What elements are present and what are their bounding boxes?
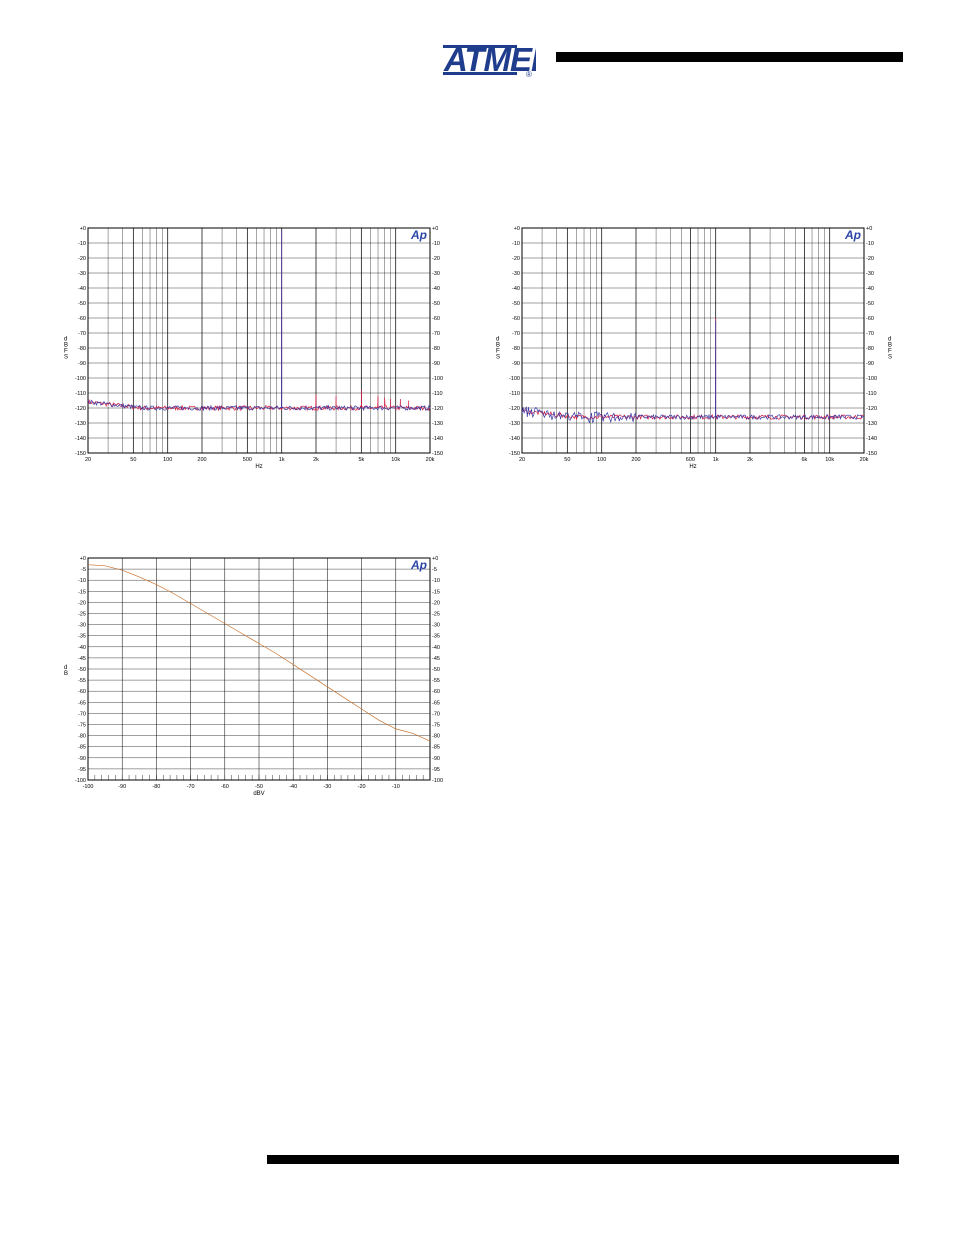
grid <box>88 558 430 780</box>
y-tick-label-right: -20 <box>432 600 440 607</box>
y-axis-label-char: B <box>496 342 501 349</box>
x-tick-label: 200 <box>197 457 207 463</box>
y-tick-label: -25 <box>78 611 86 618</box>
x-tick-label: 500 <box>242 457 252 463</box>
y-tick-label-right: -50 <box>866 301 874 307</box>
y-tick-label-right: -15 <box>432 589 440 596</box>
x-tick-label: -20 <box>357 784 366 790</box>
y-axis-label-char: B <box>64 342 69 349</box>
y-tick-label: -15 <box>78 589 86 596</box>
y-tick-label-right: -120 <box>866 406 878 412</box>
y-tick-label: -55 <box>78 678 86 685</box>
y-tick-label-right: -80 <box>432 346 440 352</box>
y-tick-label: -40 <box>78 644 86 651</box>
y-tick-label-right: -100 <box>432 778 444 784</box>
y-axis-label <box>64 337 68 361</box>
y-tick-label-right: -20 <box>432 256 440 262</box>
y-tick-label-right: -120 <box>432 406 444 412</box>
x-tick-label: -70 <box>186 784 195 790</box>
y-tick-label: +0 <box>513 226 520 232</box>
plot-frame <box>88 228 430 453</box>
y-tick-label-right: -140 <box>866 436 878 442</box>
y-tick-label-right: -70 <box>432 711 440 718</box>
y-tick-label-right: -50 <box>432 667 440 673</box>
y-tick-label-right: -40 <box>866 286 874 292</box>
y-tick-label: -110 <box>509 391 520 397</box>
y-tick-label-right: -60 <box>432 689 440 696</box>
grid <box>88 228 430 453</box>
y-tick-label-right: -45 <box>432 655 440 662</box>
y-axis-label-char: S <box>496 354 501 361</box>
y-tick-label: -40 <box>512 286 520 292</box>
y-tick-label-right: -30 <box>432 271 440 277</box>
fft-spectrum-chart-2 <box>494 218 892 476</box>
y-tick-label: -30 <box>78 622 86 629</box>
y-axis-label <box>64 665 68 677</box>
x-tick-label: 100 <box>163 457 173 463</box>
x-tick-label: 6k <box>801 457 808 463</box>
y-axis-label-char: d <box>496 336 500 343</box>
x-tick-label: 100 <box>597 457 607 463</box>
y-tick-label-right: -50 <box>432 301 440 307</box>
y-tick-label: -30 <box>512 271 520 277</box>
y-tick-label: -20 <box>78 600 86 607</box>
y-tick-label-right: -150 <box>432 451 444 457</box>
y-tick-label-right: -30 <box>432 622 440 629</box>
x-tick-label: 20k <box>425 457 435 463</box>
y-tick-label: -70 <box>78 331 86 337</box>
atmel-logo <box>440 36 536 80</box>
y-tick-label-right: -85 <box>432 744 440 751</box>
y-tick-label: -70 <box>512 331 520 337</box>
y-tick-label: -110 <box>75 391 86 397</box>
y-tick-label: -80 <box>78 346 86 352</box>
x-tick-label: 20 <box>84 457 92 463</box>
x-axis-label: Hz <box>689 464 697 470</box>
ap-logo: Ap <box>411 228 427 242</box>
y-tick-label-right: -40 <box>432 286 440 292</box>
y-tick-label-right: -65 <box>432 700 440 707</box>
x-tick-label: 10k <box>391 457 401 463</box>
y-tick-label: -130 <box>74 421 86 427</box>
y-tick-label-right: -110 <box>432 391 443 397</box>
y-axis-label-char: d <box>64 336 68 343</box>
y-tick-label-right: -140 <box>432 436 444 442</box>
logo-registered-mark: ® <box>526 70 532 79</box>
y-tick-label-right: -130 <box>432 421 444 427</box>
y-axis-label-right-char: S <box>888 354 892 361</box>
y-tick-label: -65 <box>78 700 86 707</box>
x-tick-label: 200 <box>631 457 641 463</box>
x-tick-label: 5k <box>358 457 365 463</box>
series-line-1 <box>88 230 430 411</box>
footer-rule <box>267 1155 899 1164</box>
y-tick-label: -75 <box>78 722 86 729</box>
y-tick-label-right: +0 <box>432 226 439 232</box>
y-tick-label-right: +0 <box>866 226 873 232</box>
y-tick-label: -90 <box>78 755 86 762</box>
x-tick-label: -90 <box>118 784 127 790</box>
x-tick-label: -50 <box>255 784 263 790</box>
y-tick-label-right: -30 <box>866 271 874 277</box>
y-tick-label-right: -40 <box>432 644 440 651</box>
fft-spectrum-chart-1 <box>62 218 454 476</box>
x-tick-label: 2k <box>313 457 319 463</box>
x-tick-label: 2k <box>747 457 753 463</box>
y-tick-label: -100 <box>508 376 520 382</box>
y-tick-label: -30 <box>78 271 86 277</box>
y-tick-label: -80 <box>78 733 86 740</box>
x-tick-label: 1k <box>278 457 285 463</box>
y-tick-label: -90 <box>78 361 86 367</box>
x-tick-label: 1k <box>712 457 719 463</box>
y-tick-label-right: -10 <box>866 241 874 247</box>
y-tick-label: +0 <box>79 226 86 232</box>
y-tick-label: -60 <box>78 689 86 696</box>
y-tick-label-right: -5 <box>432 567 437 574</box>
y-tick-label: -5 <box>81 567 86 574</box>
x-tick-label: -30 <box>323 784 332 790</box>
y-tick-label: -95 <box>78 766 86 773</box>
y-tick-label: -45 <box>78 655 86 662</box>
y-tick-label-right: -90 <box>432 361 440 367</box>
y-tick-label-right: -110 <box>866 391 877 397</box>
y-tick-label: -120 <box>74 406 86 412</box>
x-tick-label: -100 <box>82 784 94 790</box>
y-tick-label: -10 <box>78 578 86 585</box>
x-tick-label: 50 <box>130 457 137 463</box>
y-axis-label-char: F <box>496 348 500 355</box>
y-tick-label-right: -100 <box>866 376 878 382</box>
x-axis-label: Hz <box>255 464 263 470</box>
y-tick-label-right: -75 <box>432 722 440 729</box>
y-tick-label: -100 <box>74 778 86 784</box>
y-axis-label-char: B <box>64 671 69 677</box>
y-tick-label: -140 <box>74 436 86 442</box>
y-tick-label: -70 <box>78 711 86 718</box>
y-tick-label: -150 <box>74 451 86 457</box>
y-tick-label-right: -80 <box>866 346 874 352</box>
y-axis-label-char: S <box>64 354 69 361</box>
ap-logo: Ap <box>845 228 861 242</box>
x-tick-label: 50 <box>564 457 571 463</box>
y-tick-label-right: -60 <box>432 316 440 322</box>
x-tick-label: 600 <box>685 457 695 463</box>
y-tick-label-right: -90 <box>866 361 874 367</box>
y-tick-label: -20 <box>78 256 86 262</box>
y-tick-label: -60 <box>512 316 520 322</box>
y-tick-label: -50 <box>78 667 86 673</box>
y-axis-label-right-char: d <box>888 336 892 343</box>
y-tick-label-right: -150 <box>866 451 878 457</box>
y-tick-label: +0 <box>79 556 86 562</box>
x-tick-label: 10k <box>825 457 835 463</box>
y-tick-label: -60 <box>78 316 86 322</box>
y-axis-label-right-char: B <box>888 342 892 349</box>
series-line-0 <box>88 230 430 411</box>
y-tick-label-right: -20 <box>866 256 874 262</box>
y-tick-label: -20 <box>512 256 520 262</box>
y-axis-label <box>496 337 500 361</box>
y-tick-label-right: -60 <box>866 316 874 322</box>
y-axis-label-right-char: F <box>888 348 892 355</box>
y-tick-label-right: +0 <box>432 556 439 562</box>
y-tick-label: -140 <box>508 436 520 442</box>
ap-logo: Ap <box>411 558 427 572</box>
y-tick-label-right: -90 <box>432 755 440 762</box>
y-tick-label: -35 <box>78 633 86 640</box>
x-tick-label: -40 <box>289 784 298 790</box>
x-tick-label: 20k <box>859 457 869 463</box>
series-line-1 <box>522 321 864 423</box>
x-axis-label: dBV <box>253 791 265 797</box>
y-tick-label-right: -130 <box>866 421 878 427</box>
y-axis-label-char: d <box>64 665 68 671</box>
y-tick-label-right: -10 <box>432 241 440 247</box>
y-tick-label: -100 <box>74 376 86 382</box>
x-tick-label: -60 <box>220 784 229 790</box>
y-tick-label-right: -80 <box>432 733 440 740</box>
y-tick-label-right: -35 <box>432 633 440 640</box>
y-tick-label: -40 <box>78 286 86 292</box>
y-tick-label-right: -55 <box>432 678 440 685</box>
y-tick-label-right: -70 <box>866 331 874 337</box>
y-tick-label: -50 <box>512 301 520 307</box>
y-axis-label-right <box>888 337 892 361</box>
y-tick-label: -120 <box>508 406 520 412</box>
x-tick-label: -10 <box>391 784 400 790</box>
logo-wordmark: ATME <box>444 41 532 78</box>
header-rule <box>556 52 903 62</box>
y-tick-label-right: -100 <box>432 376 444 382</box>
y-tick-label: -90 <box>512 361 520 367</box>
y-tick-label-right: -25 <box>432 611 440 618</box>
y-tick-label: -10 <box>78 241 86 247</box>
x-tick-label: -80 <box>152 784 161 790</box>
x-tick-label: 20 <box>518 457 526 463</box>
y-tick-label-right: -10 <box>432 578 440 585</box>
y-tick-label: -50 <box>78 301 86 307</box>
y-tick-label: -80 <box>512 346 520 352</box>
linearity-chart <box>62 548 454 804</box>
y-tick-label: -10 <box>512 241 520 247</box>
y-axis-label-char: F <box>64 348 68 355</box>
y-tick-label-right: -70 <box>432 331 440 337</box>
y-tick-label: -85 <box>78 744 86 751</box>
y-tick-label: -130 <box>508 421 520 427</box>
y-tick-label-right: -95 <box>432 766 440 773</box>
y-tick-label: -150 <box>508 451 520 457</box>
